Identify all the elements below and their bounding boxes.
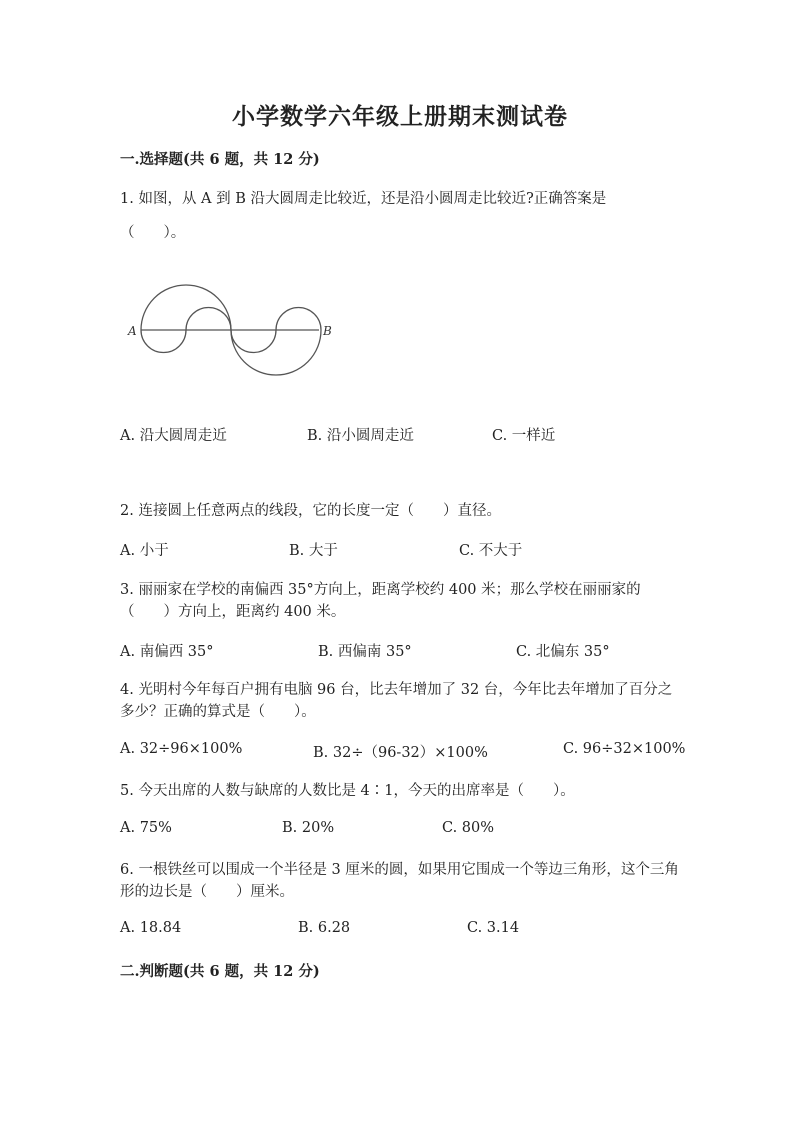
option-b[interactable]: B. 6.28: [298, 920, 351, 936]
option-b[interactable]: B. 20%: [282, 820, 335, 836]
option-a[interactable]: A. 32÷96×100%: [120, 741, 243, 757]
small-circle-3: [231, 330, 276, 353]
question-1-line1: 1. 如图，从 A 到 B 沿大圆周走比较近，还是沿小圆周走比较近?正确答案是: [120, 191, 607, 207]
option-c[interactable]: C. 一样近: [492, 428, 556, 444]
large-circle-bottom: [231, 330, 321, 375]
question-4-options: [120, 741, 700, 763]
question-2-options: [120, 539, 700, 561]
label-a: A: [128, 324, 137, 338]
option-b[interactable]: B. 西偏南 35°: [318, 644, 412, 660]
option-c[interactable]: C. 96÷32×100%: [563, 741, 686, 757]
question-5-options: [120, 820, 700, 842]
option-b[interactable]: B. 沿小圆周走近: [307, 428, 414, 444]
option-a[interactable]: A. 18.84: [120, 920, 182, 936]
section-heading-choice: 一.选择题(共 6 题，共 12 分): [120, 151, 320, 168]
option-c[interactable]: C. 北偏东 35°: [516, 644, 610, 660]
question-1-text: [120, 188, 685, 244]
small-circle-2: [186, 308, 231, 331]
option-c[interactable]: C. 80%: [442, 820, 495, 836]
question-6-options: [120, 920, 700, 942]
question-3-options: [120, 640, 700, 662]
question-5-text: 5. 今天出席的人数与缺席的人数比是 4∶1，今天的出席率是（ ）。: [120, 783, 575, 799]
large-circle-top: [141, 285, 231, 330]
option-a[interactable]: A. 沿大圆周走近: [120, 428, 227, 444]
question-2-text: 2. 连接圆上任意两点的线段，它的长度一定（ ）直径。: [120, 503, 501, 519]
small-circle-4: [276, 308, 321, 331]
option-c[interactable]: C. 3.14: [467, 920, 520, 936]
question-1-line2: （ ）。: [120, 225, 186, 241]
option-a[interactable]: A. 南偏西 35°: [120, 644, 214, 660]
question-4-text: 4. 光明村今年每百户拥有电脑 96 台，比去年增加了 32 台，今年比去年增加了百分之多少？正确的算式是（ ）。: [120, 682, 673, 720]
label-b: B: [323, 324, 332, 338]
small-circle-1: [141, 330, 186, 353]
question-3-text: 3. 丽丽家在学校的南偏西 35°方向上，距离学校约 400 米；那么学校在丽丽家的（ ）方向上，距离约 400 米。: [120, 582, 641, 620]
question-6-text: 6. 一根铁丝可以围成一个半径是 3 厘米的圆，如果用它围成一个等边三角形，这个三角形的边长是（ ）厘米。: [120, 862, 679, 900]
section-heading-true-false: 二.判断题(共 6 题，共 12 分): [120, 963, 320, 980]
option-a[interactable]: A. 75%: [120, 820, 172, 836]
option-b[interactable]: B. 大于: [289, 543, 338, 559]
option-c[interactable]: C. 不大于: [459, 543, 523, 559]
option-a[interactable]: A. 小于: [120, 543, 169, 559]
question-1-options: [120, 424, 700, 446]
option-b[interactable]: B. 32÷（96-32）×100%: [313, 745, 488, 761]
question-1-figure: [125, 278, 340, 383]
page-title: 小学数学六年级上册期末测试卷: [232, 103, 568, 130]
